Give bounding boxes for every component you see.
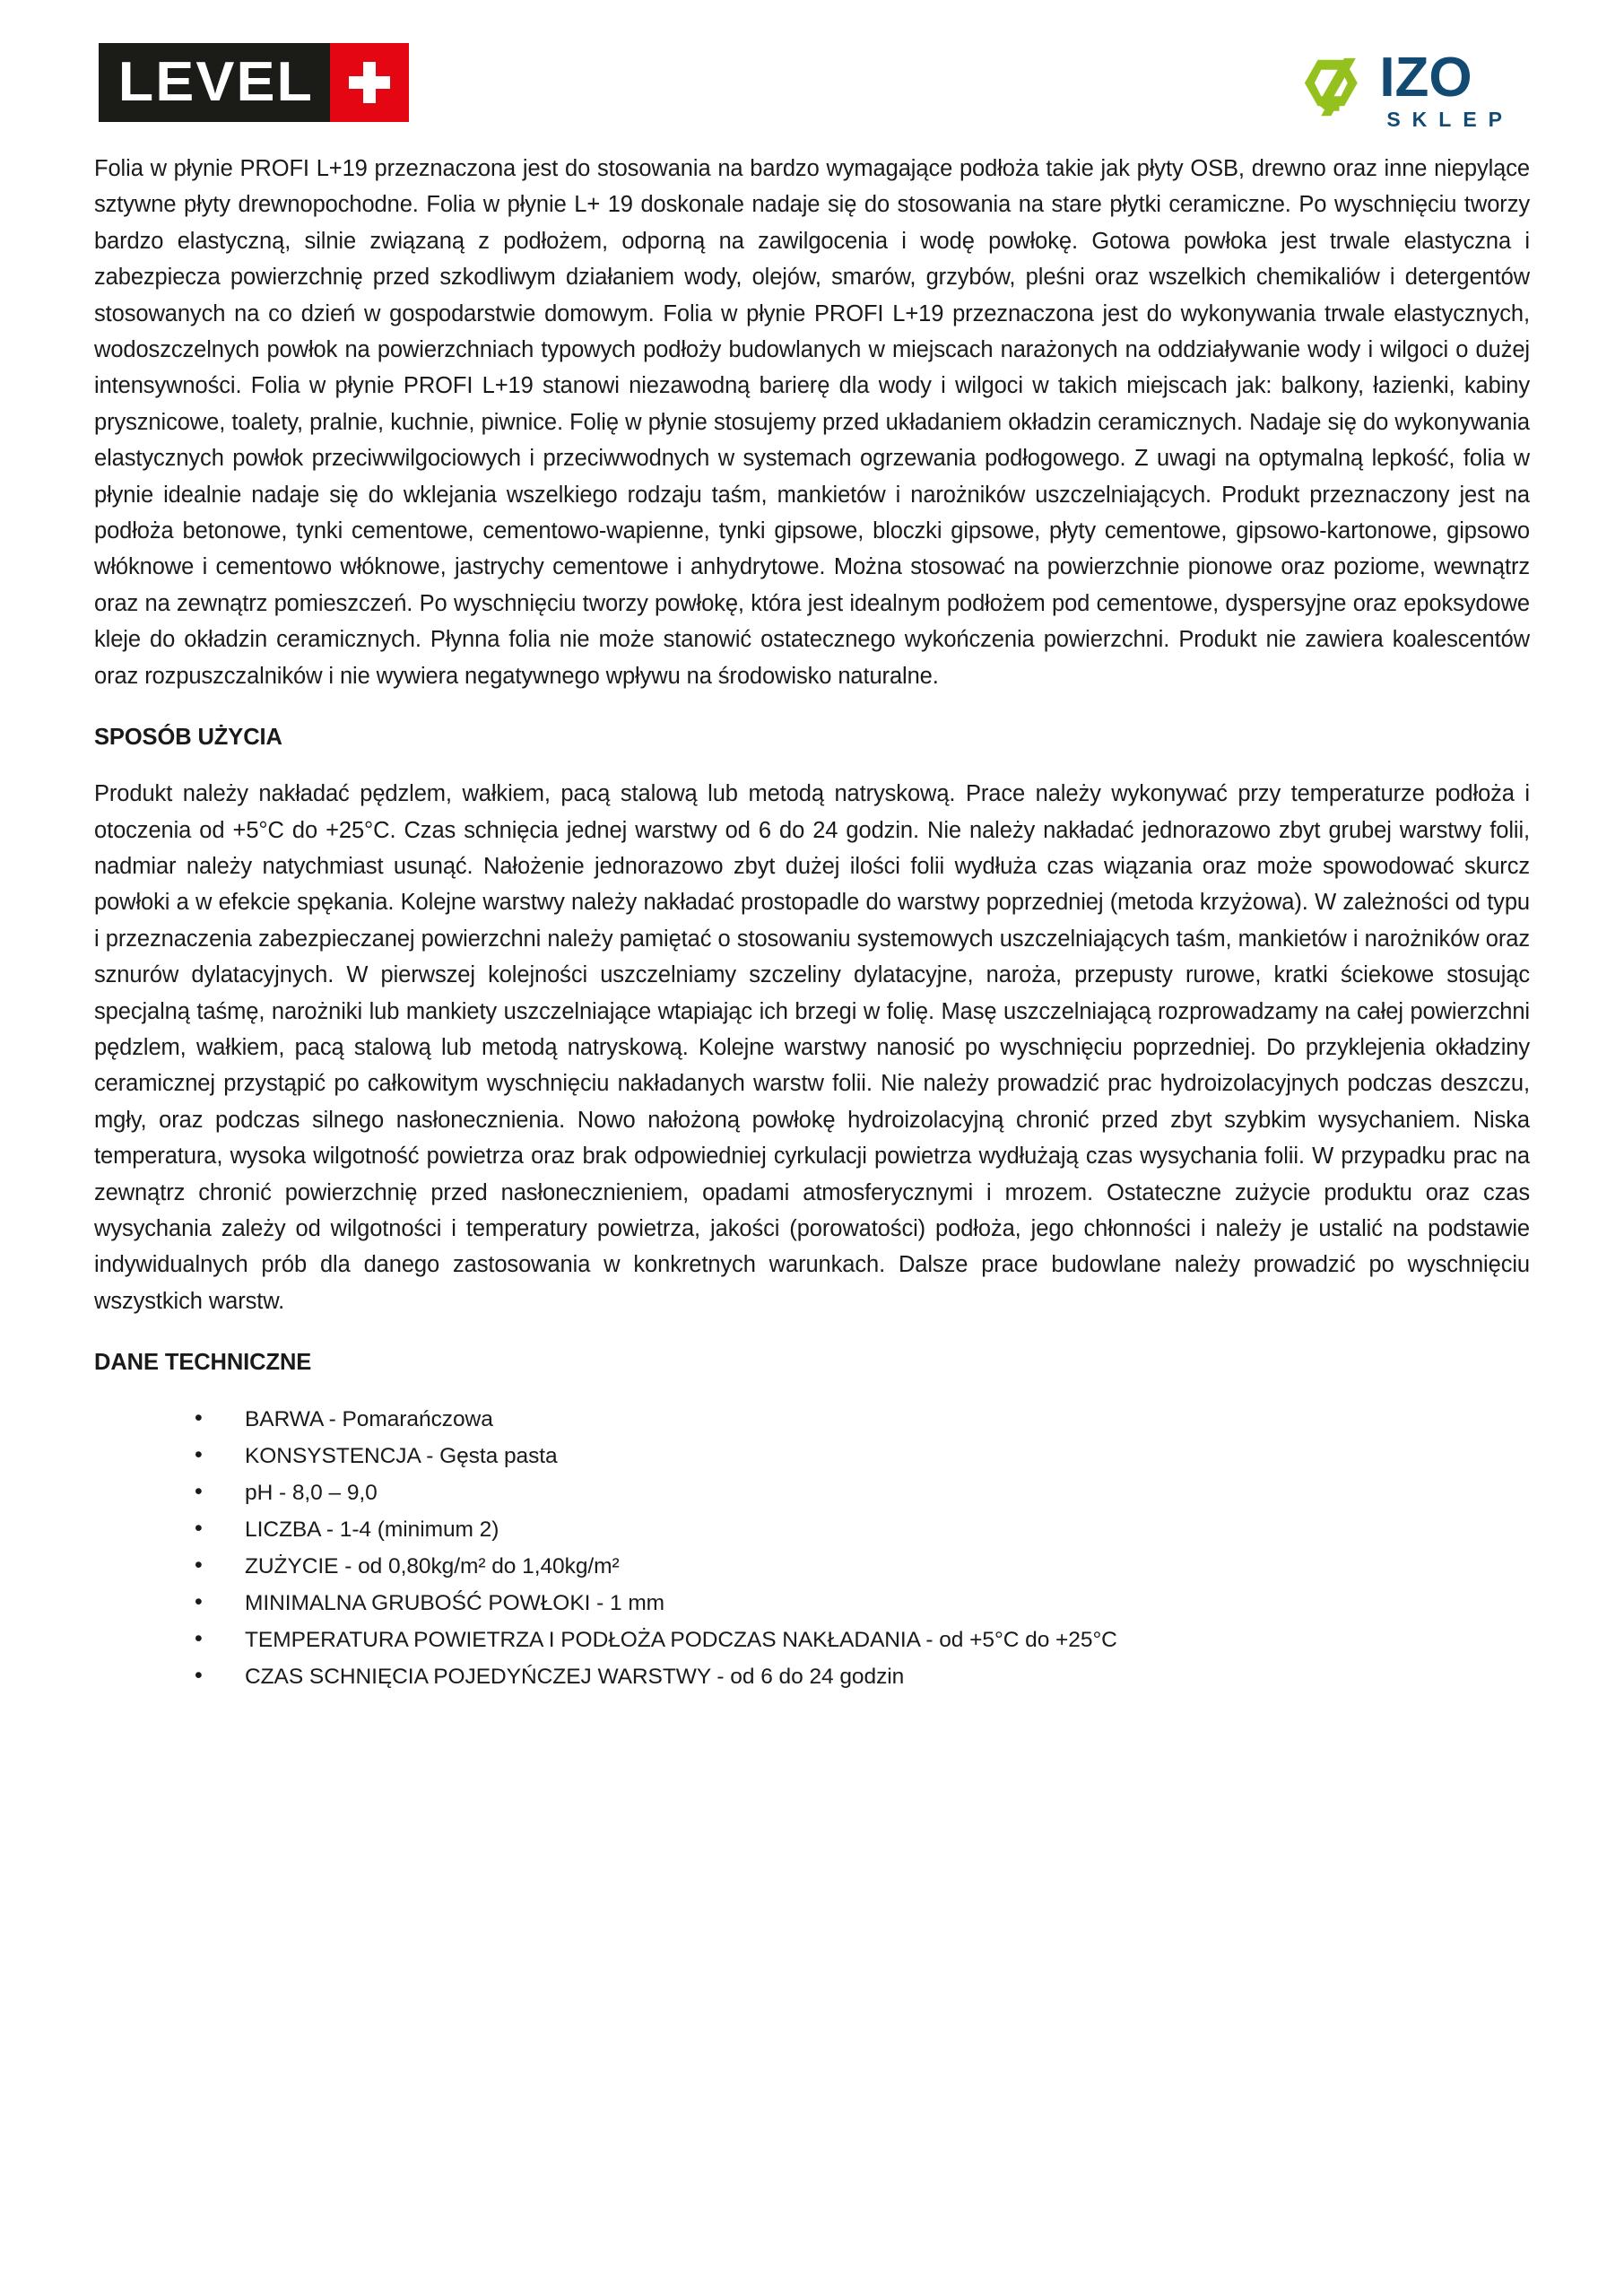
usage-paragraph: Produkt należy nakładać pędzlem, wałkiem, pacą stalową lub metodą natryskową. Prace należy wykonywać przy temperaturze podłoża i otoczenia od +5°C do +25°C. Czas schnięcia jednej warstwy od 6 do 24 godzin. Nie należy nakładać jednorazowo zbyt grubej warstwy folii, nadmiar należy natychmiast usunąć. Nałożenie jednorazowo zbyt dużej ilości folii wydłuża czas wiązania oraz może spowodować skurcz powłoki a w efekcie spękania. Kolejne warstwy należy nakładać prostopadle do warstwy poprzedniej (metoda krzyżowa). W zależności od typu i przeznaczenia zabezpieczanej powierzchni należy pamiętać o stosowaniu systemowych uszczelniających taśm, mankietów i narożników oraz sznurów dylatacyjnych. W pierwszej kolejności uszczelniamy szczeliny dylatacyjne, naroża, przepusty rurowe, kratki ściekowe stosując specjalną taśmę, narożniki lub mankiety uszczelniające wtapiając ich brzegi w folię. Masę uszczelniającą rozprowadzamy na całej powierzchni pędzlem, wałkiem, pacą stalową lub metodą natryskową. Kolejne warstwy nanosić po wyschnięciu poprzedniej. Do przyklejenia okładziny ceramicznej przystąpić po całkowitym wyschnięciu nakładanych warstw folii. Nie należy prowadzić prac hydroizolacyjnych podczas deszczu, mgły, oraz podczas silnego nasłonecznienia. Nowo nałożoną powłokę hydroizolacyjną chronić przed zbyt szybkim wysychaniem. Niska temperatura, wysoka wilgotność powietrza oraz brak odpowiedniej cyrkulacji powietrza wydłużają czas wysychania folii. W przypadku prac na zewnątrz chronić powierzchnię przed nasłonecznieniem, opadami atmosferycznymi i mrozem. Ostateczne zużycie produktu oraz czas wysychania zależy od wilgotności i temperatury powietrza, jakości (porowatości) podłoża, jego chłonności i należy je ustalić na podstawie indywidualnych prób dla danego zastosowania w konkretnych warunkach. Dalsze prace budowlane należy prowadzić po wyschnięciu wszystkich warstw. [94, 781, 1530, 1314]
list-item: • LICZBA - 1-4 (minimum 2) [195, 1511, 1530, 1548]
list-item: • CZAS SCHNIĘCIA POJEDYŃCZEJ WARSTWY - od 6 do 24 godzin [195, 1658, 1530, 1695]
izo-text-block [1379, 47, 1514, 132]
izo-subtitle: SKLEP [1386, 108, 1514, 132]
list-item: • pH - 8,0 – 9,0 [195, 1474, 1530, 1511]
level-wordmark-block [99, 43, 330, 122]
izo-sklep-logo [1293, 47, 1514, 132]
usage-heading: SPOSÓB UŻYCIA [94, 725, 282, 751]
technical-data-list [94, 1401, 1530, 1695]
list-item: • ZUŻYCIE - od 0,80kg/m² do 1,40kg/m² [195, 1548, 1530, 1585]
izo-wordmark: IZO [1379, 47, 1472, 109]
technical-data-heading: DANE TECHNICZNE [94, 1350, 312, 1376]
intro-paragraph: Folia w płynie PROFI L+19 przeznaczona jest do stosowania na bardzo wymagające podłoża takie jak płyty OSB, drewno oraz inne niepylące sztywne płyty drewnopochodne. Folia w płynie L+ 19 doskonale nadaje się do stosowania na stare płytki ceramiczne. Po wyschnięciu tworzy bardzo elastyczną, silnie związaną z podłożem, odporną na zawilgocenia i wodę powłokę. Gotowa powłoka jest trwale elastyczna i zabezpiecza powierzchnię przed szkodliwym działaniem wody, olejów, smarów, grzybów, pleśni oraz wszelkich chemikaliów i detergentów stosowanych na co dzień w gospodarstwie domowym. Folia w płynie PROFI L+19 przeznaczona jest do wykonywania trwale elastycznych, wodoszczelnych powłok na powierzchniach typowych podłoży budowlanych w miejscach narażonych na oddziaływanie wody i wilgoci o dużej intensywności. Folia w płynie PROFI L+19 stanowi niezawodną barierę dla wody i wilgoci w takich miejscach jak: balkony, łazienki, kabiny prysznicowe, toalety, pralnie, kuchnie, piwnice. Folię w płynie stosujemy przed układaniem okładzin ceramicznych. Nadaje się do wykonywania elastycznych powłok przeciwwilgociowych i przeciwwodnych w systemach ogrzewania podłogowego. Z uwagi na optymalną lepkość, folia w płynie idealnie nadaje się do wklejania wszelkiego rodzaju taśm, mankietów i narożników uszczelniających. Produkt przeznaczony jest na podłoża betonowe, tynki cementowe, cementowo-wapienne, tynki gipsowe, bloczki gipsowe, płyty cementowe, gipsowo-kartonowe, gipsowo włóknowe i cementowo włóknowe, jastrychy cementowe i anhydrytowe. Można stosować na powierzchnie pionowe oraz poziome, wewnątrz oraz na zewnątrz pomieszczeń. Po wyschnięciu tworzy powłokę, która jest idealnym podłożem pod cementowe, dyspersyjne oraz epoksydowe kleje do okładzin ceramicznych. Płynna folia nie może stanowić ostatecznego wykończenia powierzchni. Produkt nie zawiera koalescentów oraz rozpuszczalników i nie wywiera negatywnego wpływu na środowisko naturalne. [94, 156, 1530, 689]
hexagon-mark-icon [1293, 47, 1376, 129]
list-item: • BARWA - Pomarańczowa [195, 1401, 1530, 1438]
list-item: • MINIMALNA GRUBOŚĆ POWŁOKI - 1 mm [195, 1585, 1530, 1622]
level-plus-logo [99, 43, 409, 122]
list-item: • TEMPERATURA POWIETRZA I PODŁOŻA PODCZAS NAKŁADANIA - od +5°C do +25°C [195, 1622, 1530, 1658]
list-item: • KONSYSTENCJA - Gęsta pasta [195, 1438, 1530, 1474]
document-body [94, 144, 1530, 1695]
plus-cross-icon [330, 43, 409, 122]
level-wordmark: LEVEL [117, 51, 315, 113]
document-header [94, 0, 1530, 144]
